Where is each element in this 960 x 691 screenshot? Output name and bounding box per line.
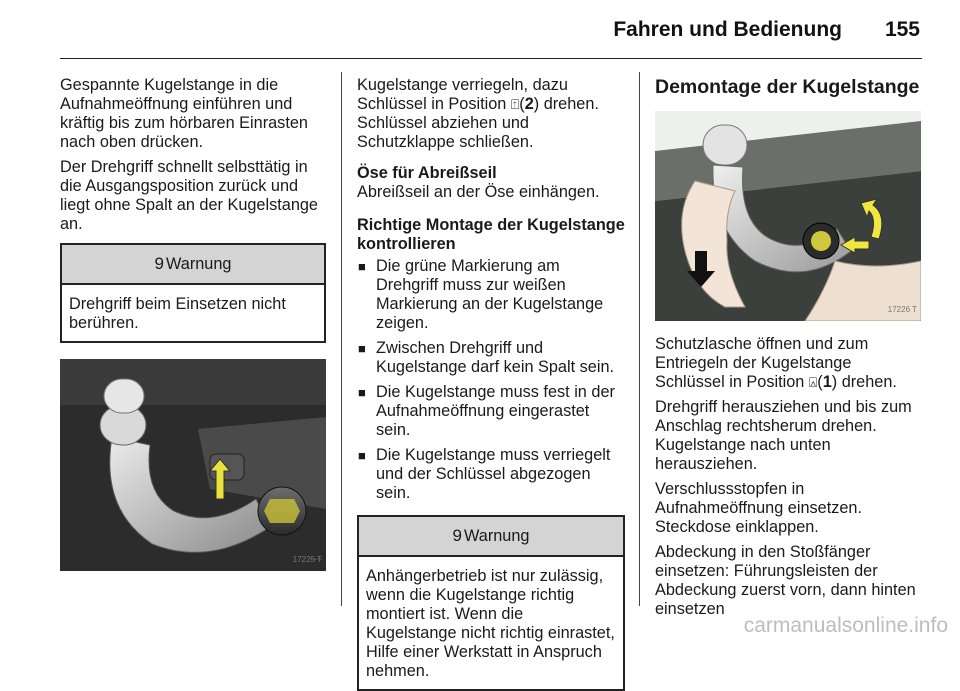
list-item: ■ Die grüne Markierung am Drehgriff muss zur weißen Markierung an der Kugelstange zeigen. [358,257,604,332]
checklist [357,257,625,503]
position-number: 1 [822,373,832,391]
bullet-square-icon: ■ [358,259,366,274]
tow-bar-removal-illustration [655,111,921,321]
section-title: Demontage der Kugelstange [655,76,920,98]
paragraph: Der Drehgriff schnellt selbsttätig in die Ausgangsposition zurück und liegt ohne Spalt an der Kugelstange an. [60,158,318,233]
warning-box [357,515,625,691]
header-rule [60,58,922,59]
paragraph: Gespannte Kugelstange in die Aufnahmeöffnung einführen und kräftig bis zum hörbaren Einrasten nach oben drücken. [60,76,308,151]
warning-icon: 9 [154,254,164,273]
list-item: ■ Zwischen Drehgriff und Kugelstange darf kein Spalt sein. [358,339,615,376]
column-divider [639,72,640,606]
subheading: Richtige Montage der Kugelstange kontrollieren [357,216,625,253]
bullet-square-icon: ■ [358,385,366,400]
warning-title: Warnung [464,527,530,545]
lock-position-icon: ⍐ [510,96,520,112]
column-2 [357,76,625,691]
bullet-square-icon: ■ [358,448,366,463]
paragraph: Verschlussstopfen in Aufnahmeöffnung einsetzen. Steckdose einklappen. [655,480,862,536]
tow-bar-illustration [60,359,326,571]
list-item: ■ Die Kugelstange muss verriegelt und der Schlüssel abgezogen sein. [358,446,611,502]
column-3 [655,76,923,625]
warning-text: Anhängerbetrieb ist nur zulässig, wenn die Kugelstange richtig montiert ist. Wenn die Kugelstange nicht richtig einrastet, Hilfe einer Werkstatt in Anspruch nehmen. [366,567,615,680]
watermark: carmanualsonline.info [743,614,948,637]
paragraph: Drehgriff herausziehen und bis zum Anschlag rechtsherum drehen. Kugelstange nach unten herausziehen. [655,398,912,473]
tow-bar-removal-figure [655,111,921,321]
header-title: Fahren und Bedienung [613,18,842,41]
column-divider [341,72,342,606]
warning-title: Warnung [166,255,232,273]
warning-icon: 9 [452,526,462,545]
unlock-position-icon: ⍓ [808,374,818,390]
paragraph: Abreißseil an der Öse einhängen. [357,183,600,201]
page-number: 155 [884,18,920,41]
warning-header [359,517,623,557]
position-number: 2 [524,95,534,113]
warning-header [62,245,324,285]
paragraph: Schutzlasche öffnen und zum Entriegeln der Kugelstange Schlüssel in Position ⍓(1) drehen. [655,335,897,391]
figure-label: 17226 T [887,305,917,314]
paragraph: Kugelstange verriegeln, dazu Schlüssel in Position ⍐(2) drehen. Schlüssel abziehen und Schutzklappe schließen. [357,76,599,151]
warning-box [60,243,326,343]
bullet-square-icon: ■ [358,341,366,356]
column-1 [60,76,326,571]
warning-text: Drehgriff beim Einsetzen nicht berühren. [69,295,286,332]
paragraph: Abdeckung in den Stoßfänger einsetzen: Führungsleisten der Abdeckung zuerst vorn, dann hinten einsetzen [655,543,916,618]
tow-bar-install-figure [60,359,326,571]
figure-label: 17225 T [292,555,322,564]
list-item: ■ Die Kugelstange muss fest in der Aufnahmeöffnung eingerastet sein. [358,383,615,439]
subheading: Öse für Abreißseil [357,164,497,182]
